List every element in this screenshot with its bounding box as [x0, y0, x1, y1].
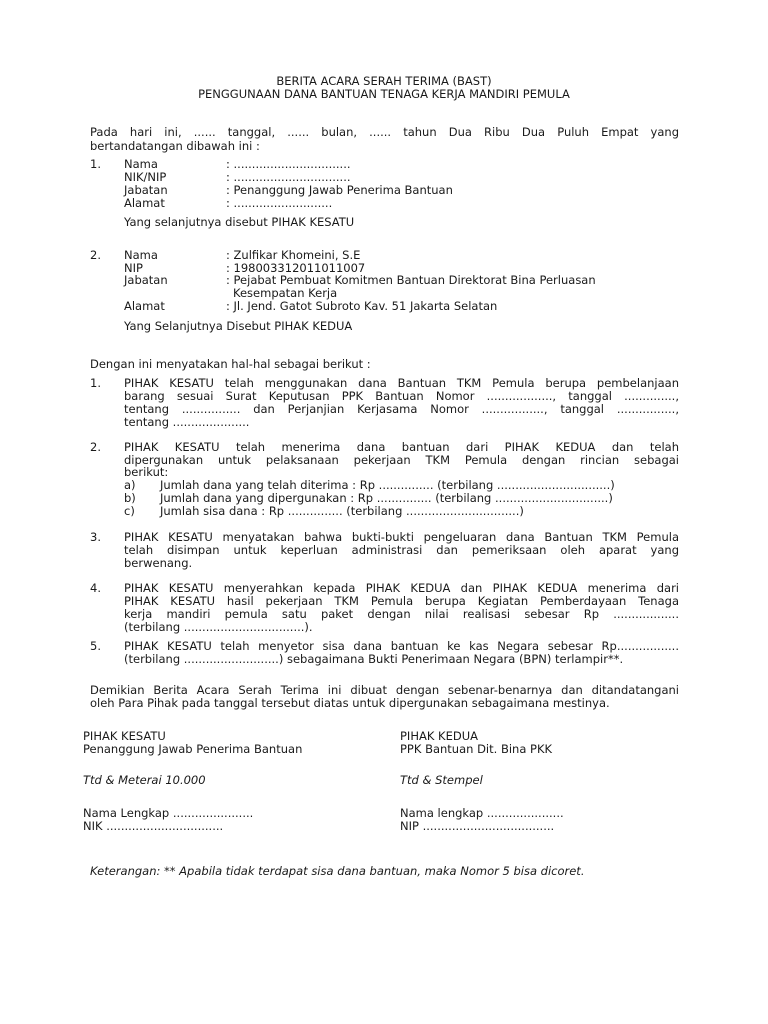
closing-line: Demikian Berita Acara Serah Terima ini dibuat dengan sebenar-benarnya dan ditandatangani [90, 683, 679, 697]
intro-line: bertandatangan dibawah ini : [90, 139, 260, 153]
sign-left-name: Nama Lengkap ...................... [83, 806, 254, 820]
point-line: (terbilang .................................). [124, 620, 313, 634]
party1-label: NIK/NIP [124, 170, 167, 184]
closing-line: oleh Para Pihak pada tanggal tersebut diatas untuk dipergunakan sebagaimana mestinya. [90, 696, 610, 710]
party2-label: Alamat [124, 299, 165, 313]
sub-item-label: a) [124, 478, 136, 492]
footnote: Keterangan: ** Apabila tidak terdapat sisa dana bantuan, maka Nomor 5 bisa dicoret. [90, 864, 585, 878]
sign-right-stamp: Ttd & Stempel [400, 773, 483, 787]
document-title: BERITA ACARA SERAH TERIMA (BAST) [276, 74, 492, 88]
party1-number: 1. [90, 157, 101, 171]
sub-item-label: c) [124, 504, 135, 518]
document-subtitle: PENGGUNAAN DANA BANTUAN TENAGA KERJA MANDIRI PEMULA [198, 87, 570, 101]
party1-value: : ........................... [226, 196, 333, 210]
point-line: PIHAK KESATU telah menerima dana bantuan dari PIHAK KEDUA dan telah [124, 440, 679, 454]
point-line: berikut: [124, 465, 169, 479]
point-line: tentang ..................... [124, 415, 250, 429]
point-line: dipergunakan untuk pelaksanaan pekerjaan TKM Pemula dengan rincian sebagai [124, 453, 679, 467]
point-line: tentang ................ dan Perjanjian Kerjasama Nomor ................., tanggal ................, [124, 402, 679, 416]
point-number: 1. [90, 376, 101, 390]
party2-label: NIP [124, 261, 143, 275]
point-line: PIHAK KESATU menyerahkan kepada PIHAK KEDUA dan PIHAK KEDUA menerima dari [124, 581, 679, 595]
sign-right-name: Nama lengkap ..................... [400, 806, 564, 820]
point-number: 4. [90, 581, 101, 595]
party2-value: : Jl. Jend. Gatot Subroto Kav. 51 Jakarta Selatan [226, 299, 498, 313]
party1-value: : ................................ [226, 157, 351, 171]
point-line: kerja mandiri pemula satu paket dengan nilai realisasi sebesar Rp .................. [124, 607, 679, 621]
point-line: (terbilang ..........................) sebagaimana Bukti Penerimaan Negara (BPN) terlampir**. [124, 652, 624, 666]
point-line: PIHAK KESATU hasil pekerjaan TKM Pemula berupa Kegiatan Pemberdayaan Tenaga [124, 594, 679, 608]
point-line: PIHAK KESATU menyatakan bahwa bukti-bukti pengeluaran dana Bantuan TKM Pemula [124, 530, 679, 544]
point-line: PIHAK KESATU telah menyetor sisa dana bantuan ke kas Negara sebesar Rp................. [124, 639, 679, 653]
party2-number: 2. [90, 248, 101, 262]
party2-label: Nama [124, 248, 158, 262]
sub-item-text: Jumlah dana yang telah diterima : Rp ............... (terbilang ...............................) [160, 478, 615, 492]
party1-label: Jabatan [124, 183, 168, 197]
sign-right-role: PPK Bantuan Dit. Bina PKK [400, 742, 553, 756]
sign-left-role: Penanggung Jawab Penerima Bantuan [83, 742, 303, 756]
point-number: 5. [90, 639, 101, 653]
sign-left-party: PIHAK KESATU [83, 729, 166, 743]
sub-item-text: Jumlah dana yang dipergunakan : Rp ............... (terbilang ...............................) [160, 491, 613, 505]
party1-label: Alamat [124, 196, 165, 210]
point-line: barang sesuai Surat Keputusan PPK Bantuan Nomor .................., tanggal .............., [124, 389, 679, 403]
party1-value: : ................................ [226, 170, 351, 184]
party1-value: : Penanggung Jawab Penerima Bantuan [226, 183, 453, 197]
party2-value: : Zulfikar Khomeini, S.E [226, 248, 361, 262]
party2-value: : Pejabat Pembuat Komitmen Bantuan Direktorat Bina Perluasan [226, 273, 596, 287]
point-line: telah disimpan untuk keperluan administrasi dan pemeriksaan oleh aparat yang [124, 543, 679, 557]
sub-item-label: b) [124, 491, 136, 505]
statement-intro: Dengan ini menyatakan hal-hal sebagai berikut : [90, 357, 371, 371]
party2-note: Yang Selanjutnya Disebut PIHAK KEDUA [124, 319, 353, 333]
point-line: berwenang. [124, 556, 193, 570]
party1-label: Nama [124, 157, 158, 171]
point-number: 3. [90, 530, 101, 544]
sign-right-party: PIHAK KEDUA [400, 729, 478, 743]
intro-line: Pada hari ini, ...... tanggal, ...... bulan, ...... tahun Dua Ribu Dua Puluh Empat yang [90, 125, 679, 139]
party2-label: Jabatan [124, 273, 168, 287]
sign-left-id: NIK ................................ [83, 819, 224, 833]
sign-right-id: NIP .................................... [400, 819, 555, 833]
party2-value: : 198003312011011007 [226, 261, 366, 275]
sub-item-text: Jumlah sisa dana : Rp ............... (terbilang ...............................) [160, 504, 524, 518]
party1-note: Yang selanjutnya disebut PIHAK KESATU [124, 215, 355, 229]
party2-value: Kesempatan Kerja [233, 286, 338, 300]
sign-left-stamp: Ttd & Meterai 10.000 [83, 773, 206, 787]
point-line: PIHAK KESATU telah menggunakan dana Bantuan TKM Pemula berupa pembelanjaan [124, 376, 679, 390]
point-number: 2. [90, 440, 101, 454]
